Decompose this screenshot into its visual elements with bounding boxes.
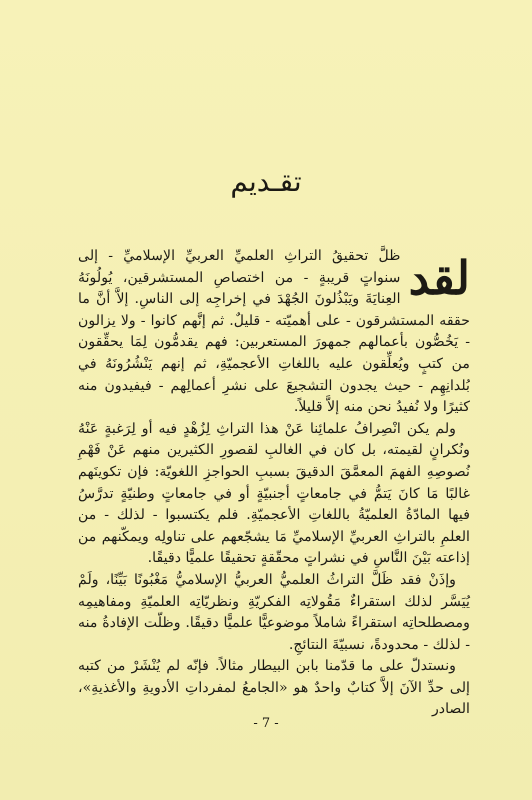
body-text	[78, 246, 470, 721]
paragraph-4: ونستدلّ على ما قدّمنا بابن البيطار مثالاً. فإنّه لم يُنْشَرْ من كتبه إلى حدِّ الآنَ إلاَّ كتابٌ واحدٌ هو «الجامعُ لمفرداتِ الأدويةِ والأغذيةِ»، الصادر	[78, 658, 470, 718]
chapter-title: تقـديم	[230, 165, 302, 198]
drop-cap: لقد	[408, 251, 470, 305]
paragraph-2: ولم يكن انْصِرافُ علمائِنا عَنْ هذا التراثِ لِزُهْدٍ فيه أو لِرَغبةٍ عَنْهُ ونُكرانٍ لقيمته، بل كان في الغالبِ لقصورِ الكثيرين منهم عَنْ فَهْمِ نُصوصِهِ الفهمَ المعمَّقَ الدقيقَ بسببِ الحواجزِ اللغويّة: فإن تكوينَهم غالبًا مَا كانَ يَتمُّ في جامعاتٍ أجنبيّةٍ أو في جامعاتٍ وطنيّةٍ تدرَّسُ فيها المادّةُ العلميّةُ باللغاتِ الأعجميّةِ. فلم يكتسبوا - لذلك - من العلمِ بالتراثِ العربيِّ الإسلاميِّ مَا يشجّعهم على تناولِه ويمكّنهم من إذاعته بَيْنَ النَّاسِ في نشراتٍ محقّقةٍ تحقيقًا علميًّا دقيقًا.	[78, 420, 470, 567]
page-number: - 7 -	[253, 716, 279, 731]
paragraph-1	[78, 246, 470, 419]
paragraph-3: وإذَنْ فقد ظَلَّ التراثُ العلميُّ العربيُّ الإسلاميُّ مَغْبُونًا بَيِّنًا، ولَمْ يُيَسَّر لذلك استقراءٌ مَقُولاتِه الفكريّةِ ونظريّاتِه العلميّةِ ومفاهيمِه ومصطلحاتِه استقراءً شاملاً موضوعيًّا علميًّا دقيقًا. وظلّت الإفادةُ منه - لذلك - محدودةً، نسبيّةَ النتائجِ.	[78, 571, 470, 653]
paragraph-1-text: ظلَّ تحقيقُ التراثِ العلميِّ العربيِّ الإسلاميِّ - إلى سنواتٍ قريبةٍ - من اختصاصِ المستشرقين، يُولُونَهُ العِنايَةَ ويَبْذُلونَ الجُهْدَ في إخراجِه إلى الناسِ. إلاَّ أنَّ ما حققه المستشرقون - على أهميّته - قليلٌ. ثم إنَّهم كانوا - ولا يزالون - يَخُصُّون بأعمالهم جمهورَ المستعربين: فهم يقدمُّون لِمَا يحقِّقون من كتبٍ ويُعلِّقون عليه باللغاتِ الأعجميّةِ، ثم إنهم يَنْشُرُونَهُ في بُلدانِهِم - حيث يجدون التشجيعَ على نشرِ أعمالِهم - فيفيدون منه كثيرًا ولا نُفيدُ نحن منه إلاَّ قليلاً.	[78, 248, 470, 416]
